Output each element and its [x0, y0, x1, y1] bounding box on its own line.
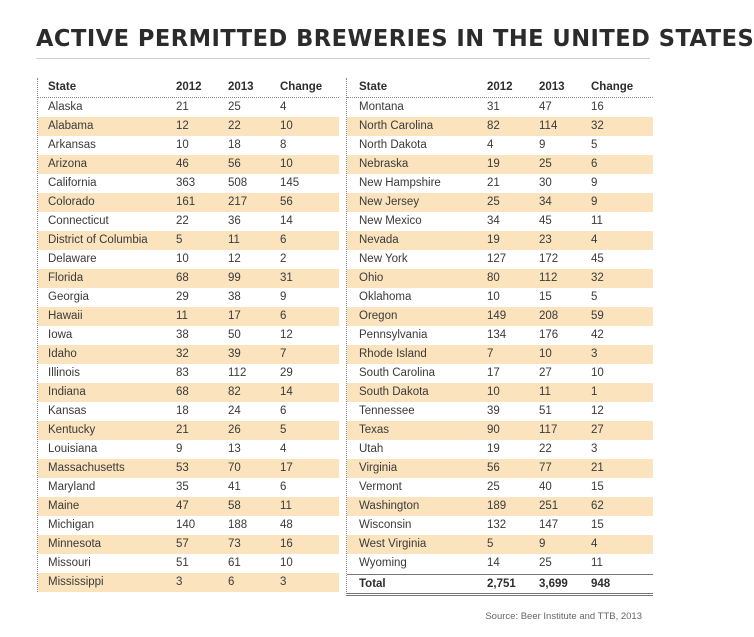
table-row — [347, 98, 653, 117]
cell-2013: 25 — [539, 557, 552, 569]
cell-2012: 5 — [176, 234, 183, 246]
cell-state: Louisiana — [48, 443, 98, 455]
cell-2013: 13 — [228, 443, 241, 455]
cell-2013: 26 — [228, 424, 241, 436]
cell-change: 145 — [280, 177, 300, 189]
cell-state: Washington — [359, 500, 420, 512]
cell-state: Ohio — [359, 272, 384, 284]
cell-state: New Jersey — [359, 196, 420, 208]
cell-state: Massachusetts — [48, 462, 125, 474]
cell-state: Pennsylvania — [359, 329, 428, 341]
cell-state: Rhode Island — [359, 348, 427, 360]
table-row — [347, 288, 653, 307]
cell-2012: 35 — [176, 481, 189, 493]
cell-2012: 19 — [487, 234, 500, 246]
table-row — [347, 136, 653, 155]
cell-state: Iowa — [48, 329, 73, 341]
cell-change: 2 — [280, 253, 287, 265]
cell-state: Hawaii — [48, 310, 83, 322]
cell-change: 27 — [591, 424, 604, 436]
cell-2012: 22 — [176, 215, 189, 227]
table-row — [347, 497, 653, 516]
cell-2012: 25 — [487, 481, 500, 493]
cell-2013: 10 — [539, 348, 552, 360]
cell-2013: 22 — [228, 120, 241, 132]
cell-2013: 188 — [228, 519, 248, 531]
cell-change: 6 — [280, 310, 287, 322]
cell-change: 6 — [280, 405, 287, 417]
cell-change: 45 — [591, 253, 604, 265]
cell-2012: 161 — [176, 196, 196, 208]
cell-state: Alaska — [48, 101, 83, 113]
cell-change: 4 — [591, 234, 598, 246]
cell-2013: 208 — [539, 310, 559, 322]
cell-change: 4 — [280, 443, 287, 455]
cell-change: 15 — [591, 519, 604, 531]
cell-change: 12 — [280, 329, 293, 341]
cell-change: 14 — [280, 215, 293, 227]
table-row — [347, 535, 653, 554]
cell-2013: 147 — [539, 519, 559, 531]
table-row — [347, 193, 653, 212]
cell-2013: 17 — [228, 310, 241, 322]
cell-change: 6 — [280, 481, 287, 493]
table-row — [38, 174, 339, 193]
cell-2012: 4 — [487, 139, 494, 151]
cell-2012: 10 — [176, 139, 189, 151]
cell-2012: 5 — [487, 538, 494, 550]
cell-2013: 112 — [228, 367, 247, 379]
cell-state: Arizona — [48, 158, 87, 170]
cell-state: Arkansas — [48, 139, 96, 151]
cell-2012: 53 — [176, 462, 189, 474]
cell-2012: 56 — [487, 462, 500, 474]
header-2013: 2013 — [539, 81, 565, 93]
cell-2012: 17 — [487, 367, 500, 379]
cell-state: Wisconsin — [359, 519, 412, 531]
cell-state: Idaho — [48, 348, 77, 360]
cell-2013: 30 — [539, 177, 552, 189]
table-row — [38, 554, 339, 573]
cell-2012: 38 — [176, 329, 189, 341]
table-row — [38, 117, 339, 136]
cell-change: 48 — [280, 519, 293, 531]
cell-change: 7 — [280, 348, 287, 360]
table-row — [38, 269, 339, 288]
cell-2012: 134 — [487, 329, 507, 341]
header-state: State — [359, 81, 388, 93]
cell-state: Montana — [359, 101, 404, 113]
cell-state: New Hampshire — [359, 177, 441, 189]
cell-2013: 73 — [228, 538, 241, 550]
cell-state: Maryland — [48, 481, 96, 493]
table-row — [347, 383, 653, 402]
cell-state: South Carolina — [359, 367, 436, 379]
cell-state: Mississippi — [48, 576, 104, 588]
cell-2012: 25 — [487, 196, 500, 208]
cell-2012: 57 — [176, 538, 189, 550]
cell-2013: 11 — [228, 234, 240, 246]
table-row — [38, 231, 339, 250]
table-row — [38, 155, 339, 174]
cell-2013: 45 — [539, 215, 552, 227]
cell-state: Nebraska — [359, 158, 409, 170]
cell-state: Texas — [359, 424, 390, 436]
cell-2013: 6 — [228, 576, 235, 588]
cell-change: 16 — [280, 538, 293, 550]
cell-2012: 18 — [176, 405, 189, 417]
table-row — [38, 383, 339, 402]
table-header — [347, 78, 653, 98]
table-row — [347, 307, 653, 326]
cell-state: Georgia — [48, 291, 89, 303]
table-row — [38, 402, 339, 421]
table-row — [347, 117, 653, 136]
right-table-body — [347, 98, 653, 573]
cell-state: Illinois — [48, 367, 80, 379]
cell-2012: 149 — [487, 310, 507, 322]
cell-change: 8 — [280, 139, 287, 151]
cell-change: 11 — [591, 215, 603, 227]
cell-change: 10 — [280, 158, 293, 170]
cell-2012: 68 — [176, 272, 189, 284]
table-row — [347, 364, 653, 383]
table-row — [347, 231, 653, 250]
table-row — [38, 573, 339, 592]
cell-state: Connecticut — [48, 215, 109, 227]
total-change: 948 — [591, 578, 611, 590]
table-row — [38, 136, 339, 155]
table-row — [38, 345, 339, 364]
cell-2013: 114 — [539, 120, 558, 132]
cell-state: Vermont — [359, 481, 402, 493]
cell-change: 10 — [591, 367, 604, 379]
table-row — [347, 402, 653, 421]
header-change: Change — [591, 81, 634, 93]
table-row — [38, 250, 339, 269]
cell-2013: 24 — [228, 405, 241, 417]
cell-change: 32 — [591, 272, 604, 284]
left-table — [37, 78, 339, 592]
cell-state: New York — [359, 253, 408, 265]
table-row — [38, 497, 339, 516]
cell-state: Utah — [359, 443, 384, 455]
cell-2013: 34 — [539, 196, 552, 208]
cell-state: Wyoming — [359, 557, 407, 569]
cell-state: Maine — [48, 500, 80, 512]
table-header — [38, 78, 339, 98]
cell-state: Kansas — [48, 405, 87, 417]
cell-2012: 31 — [487, 101, 500, 113]
cell-2012: 10 — [487, 386, 500, 398]
table-row — [38, 326, 339, 345]
cell-change: 11 — [280, 500, 292, 512]
cell-state: North Dakota — [359, 139, 427, 151]
total-2013: 3,699 — [539, 578, 568, 590]
cell-2012: 21 — [487, 177, 500, 189]
cell-change: 3 — [591, 348, 598, 360]
table-row — [347, 440, 653, 459]
table-row — [38, 459, 339, 478]
cell-change: 62 — [591, 500, 604, 512]
table-row — [38, 212, 339, 231]
table-row — [38, 421, 339, 440]
cell-change: 4 — [280, 101, 287, 113]
cell-state: New Mexico — [359, 215, 422, 227]
cell-2012: 82 — [487, 120, 500, 132]
cell-2013: 40 — [539, 481, 552, 493]
cell-2012: 14 — [487, 557, 500, 569]
cell-state: Minnesota — [48, 538, 102, 550]
cell-change: 9 — [591, 196, 598, 208]
cell-change: 15 — [591, 481, 604, 493]
table-row — [38, 98, 339, 117]
cell-2013: 39 — [228, 348, 241, 360]
cell-2013: 176 — [539, 329, 559, 341]
cell-2013: 22 — [539, 443, 552, 455]
cell-change: 1 — [591, 386, 598, 398]
table-row — [347, 345, 653, 364]
cell-change: 59 — [591, 310, 604, 322]
cell-state: Missouri — [48, 557, 91, 569]
cell-2012: 21 — [176, 424, 189, 436]
cell-state: California — [48, 177, 97, 189]
cell-2013: 25 — [228, 101, 241, 113]
header-2012: 2012 — [176, 81, 202, 93]
left-table-body — [38, 98, 339, 592]
cell-2013: 82 — [228, 386, 241, 398]
cell-2012: 29 — [176, 291, 189, 303]
cell-state: Virginia — [359, 462, 398, 474]
title-divider — [36, 58, 650, 59]
cell-2012: 21 — [176, 101, 189, 113]
cell-2012: 32 — [176, 348, 189, 360]
cell-2012: 68 — [176, 386, 189, 398]
cell-2012: 132 — [487, 519, 507, 531]
cell-2013: 9 — [539, 139, 546, 151]
cell-state: South Dakota — [359, 386, 429, 398]
cell-2012: 363 — [176, 177, 196, 189]
cell-2012: 10 — [487, 291, 500, 303]
cell-2013: 70 — [228, 462, 241, 474]
cell-change: 42 — [591, 329, 604, 341]
cell-change: 56 — [280, 196, 293, 208]
cell-2013: 36 — [228, 215, 241, 227]
source-note: Source: Beer Institute and TTB, 2013 — [485, 611, 642, 622]
cell-2013: 50 — [228, 329, 241, 341]
cell-change: 14 — [280, 386, 293, 398]
cell-change: 32 — [591, 120, 604, 132]
total-row — [347, 574, 653, 596]
table-row — [347, 421, 653, 440]
cell-2012: 9 — [176, 443, 183, 455]
cell-2012: 34 — [487, 215, 500, 227]
table-row — [38, 516, 339, 535]
cell-change: 17 — [280, 462, 293, 474]
cell-2012: 46 — [176, 158, 189, 170]
table-row — [347, 250, 653, 269]
table-row — [347, 478, 653, 497]
cell-change: 6 — [591, 158, 598, 170]
cell-2013: 77 — [539, 462, 552, 474]
cell-2012: 3 — [176, 576, 183, 588]
cell-2012: 12 — [176, 120, 189, 132]
page-title: ACTIVE PERMITTED BREWERIES IN THE UNITED STATES — [36, 26, 754, 52]
header-state: State — [48, 81, 77, 93]
table-row — [38, 440, 339, 459]
cell-change: 21 — [591, 462, 604, 474]
cell-2013: 11 — [539, 386, 551, 398]
header-2012: 2012 — [487, 81, 513, 93]
cell-state: Tennessee — [359, 405, 415, 417]
cell-state: Nevada — [359, 234, 399, 246]
cell-2012: 11 — [176, 310, 188, 322]
cell-2013: 47 — [539, 101, 552, 113]
cell-2013: 9 — [539, 538, 546, 550]
cell-2012: 19 — [487, 443, 500, 455]
cell-change: 5 — [280, 424, 287, 436]
cell-2013: 251 — [539, 500, 559, 512]
cell-2012: 127 — [487, 253, 507, 265]
total-label: Total — [359, 578, 386, 590]
cell-2013: 99 — [228, 272, 241, 284]
cell-2013: 27 — [539, 367, 552, 379]
cell-change: 12 — [591, 405, 604, 417]
table-row — [347, 459, 653, 478]
table-row — [347, 174, 653, 193]
total-2012: 2,751 — [487, 578, 516, 590]
cell-2012: 83 — [176, 367, 189, 379]
cell-change: 4 — [591, 538, 598, 550]
table-row — [347, 269, 653, 288]
cell-2013: 112 — [539, 272, 558, 284]
cell-change: 5 — [591, 291, 598, 303]
cell-2012: 80 — [487, 272, 500, 284]
cell-state: West Virginia — [359, 538, 427, 550]
cell-change: 9 — [591, 177, 598, 189]
cell-2013: 38 — [228, 291, 241, 303]
cell-2013: 508 — [228, 177, 248, 189]
right-table — [346, 78, 653, 596]
cell-state: Delaware — [48, 253, 97, 265]
table-row — [347, 554, 653, 573]
table-row — [38, 288, 339, 307]
table-row — [347, 212, 653, 231]
header-change: Change — [280, 81, 323, 93]
cell-2012: 10 — [176, 253, 189, 265]
cell-2012: 7 — [487, 348, 494, 360]
cell-2013: 23 — [539, 234, 552, 246]
cell-state: North Carolina — [359, 120, 434, 132]
cell-change: 9 — [280, 291, 287, 303]
cell-change: 10 — [280, 557, 293, 569]
cell-state: Colorado — [48, 196, 95, 208]
table-row — [38, 364, 339, 383]
cell-change: 5 — [591, 139, 598, 151]
cell-2012: 140 — [176, 519, 196, 531]
table-row — [347, 516, 653, 535]
cell-2013: 15 — [539, 291, 552, 303]
cell-state: Alabama — [48, 120, 94, 132]
cell-2012: 189 — [487, 500, 507, 512]
cell-2012: 47 — [176, 500, 189, 512]
cell-change: 16 — [591, 101, 604, 113]
cell-state: Florida — [48, 272, 84, 284]
cell-change: 31 — [280, 272, 293, 284]
cell-2013: 25 — [539, 158, 552, 170]
header-2013: 2013 — [228, 81, 254, 93]
cell-2013: 18 — [228, 139, 241, 151]
cell-change: 10 — [280, 120, 293, 132]
cell-2012: 51 — [176, 557, 189, 569]
table-row — [38, 478, 339, 497]
cell-2013: 56 — [228, 158, 241, 170]
cell-2013: 12 — [228, 253, 241, 265]
cell-state: Indiana — [48, 386, 86, 398]
cell-state: Oklahoma — [359, 291, 412, 303]
cell-state: Oregon — [359, 310, 398, 322]
cell-2013: 58 — [228, 500, 241, 512]
cell-2013: 117 — [539, 424, 558, 436]
cell-2013: 172 — [539, 253, 559, 265]
cell-2013: 41 — [228, 481, 241, 493]
cell-2013: 61 — [228, 557, 241, 569]
table-row — [38, 535, 339, 554]
cell-2013: 51 — [539, 405, 552, 417]
cell-2012: 39 — [487, 405, 500, 417]
table-row — [347, 326, 653, 345]
table-row — [38, 193, 339, 212]
cell-change: 6 — [280, 234, 287, 246]
cell-state: Michigan — [48, 519, 95, 531]
cell-state: Kentucky — [48, 424, 96, 436]
cell-2013: 217 — [228, 196, 248, 208]
cell-2012: 90 — [487, 424, 500, 436]
cell-change: 3 — [591, 443, 598, 455]
table-row — [38, 307, 339, 326]
cell-change: 29 — [280, 367, 293, 379]
cell-2012: 19 — [487, 158, 500, 170]
cell-state: District of Columbia — [48, 234, 148, 246]
cell-change: 3 — [280, 576, 287, 588]
cell-change: 11 — [591, 557, 603, 569]
table-row — [347, 155, 653, 174]
